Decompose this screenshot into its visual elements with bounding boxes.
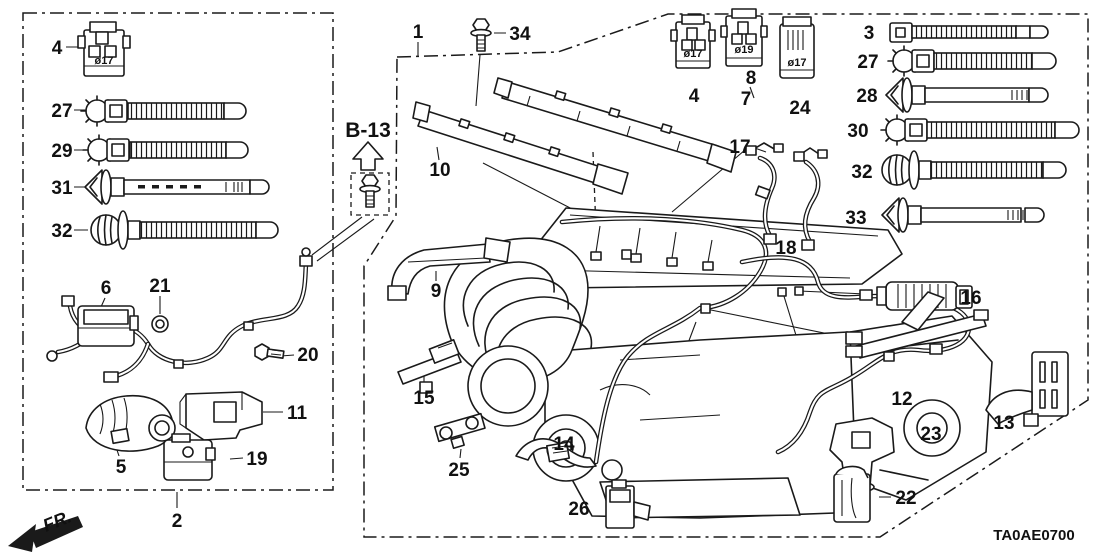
part-4-connector-top	[671, 15, 715, 68]
callout-11: 11	[286, 403, 308, 424]
callout-16: 16	[960, 288, 982, 309]
part-7-connector-top	[721, 9, 767, 66]
callout-27-right: 27	[857, 52, 879, 73]
engine-drawing	[444, 208, 992, 518]
callout-18: 18	[775, 238, 797, 259]
callout-32-left: 32	[51, 221, 73, 242]
callout-28-right: 28	[856, 86, 878, 107]
callout-23: 23	[920, 424, 942, 445]
part-21-nut	[152, 316, 168, 332]
size-label-4-top: ø17	[683, 48, 703, 60]
callout-20: 20	[297, 345, 319, 366]
up-arrow-icon	[353, 142, 383, 170]
callout-15: 15	[413, 388, 435, 409]
part-20-bolt	[255, 344, 284, 360]
fr-label: FR.	[40, 506, 75, 536]
b13-reference	[351, 142, 389, 215]
callout-22: 22	[895, 488, 917, 509]
tie-30-right	[881, 115, 1079, 145]
callout-25: 25	[448, 460, 470, 481]
tie-31-left	[85, 170, 269, 204]
tie-27-right	[888, 46, 1056, 76]
part-15-bracket	[398, 340, 461, 393]
callout-2: 2	[171, 511, 183, 532]
callout-17: 17	[729, 137, 751, 158]
callout-29-left: 29	[51, 141, 73, 162]
tie-32-right	[882, 151, 1066, 189]
callout-9: 9	[430, 281, 442, 302]
callout-30-right: 30	[847, 121, 869, 142]
callout-13: 13	[993, 413, 1015, 434]
part-19-clamp	[164, 434, 215, 480]
callout-27-left: 27	[51, 101, 73, 122]
callout-8: 8	[745, 68, 757, 89]
callout-4-top: 4	[688, 86, 700, 107]
tie-28-right	[886, 78, 1048, 112]
callout-5: 5	[115, 457, 127, 478]
callout-33-right: 33	[845, 208, 867, 229]
part-11-clamp-bracket	[180, 392, 262, 440]
part-34-bolt	[471, 19, 491, 51]
part-4-connector-left	[78, 22, 130, 76]
callout-14: 14	[553, 434, 575, 455]
tie-27-left	[81, 96, 246, 126]
bolt-icon	[360, 175, 380, 207]
part-5-corrugated-tube	[86, 396, 175, 451]
part-22-holder	[834, 467, 870, 522]
callout-34: 34	[509, 24, 531, 45]
callout-7-top: 7	[740, 89, 752, 110]
callout-12: 12	[891, 389, 913, 410]
callout-4-left: 4	[51, 38, 63, 59]
callout-6: 6	[100, 278, 112, 299]
callout-19: 19	[246, 449, 268, 470]
callout-26: 26	[568, 499, 590, 520]
size-label-7: ø19	[734, 44, 754, 56]
callout-32-right: 32	[851, 162, 873, 183]
fr-arrow-icon	[8, 524, 36, 552]
diagram-code: TA0AE0700	[993, 527, 1075, 544]
callout-21: 21	[149, 276, 171, 297]
callout-1: 1	[412, 22, 424, 43]
part-6-cover	[78, 306, 138, 346]
callout-31-left: 31	[51, 178, 73, 199]
tie-32-left	[91, 211, 278, 249]
tie-29-left	[83, 135, 248, 165]
part-25-bracket	[435, 414, 485, 448]
size-label-4-left: ø17	[94, 55, 114, 67]
callout-10: 10	[429, 160, 451, 181]
size-label-24: ø17	[787, 57, 807, 69]
callout-24-top: 24	[789, 98, 811, 119]
tie-3-right	[890, 23, 1048, 42]
callout-3-right: 3	[863, 23, 875, 44]
tie-33-right	[882, 198, 1044, 232]
b13-label: B-13	[345, 119, 391, 142]
